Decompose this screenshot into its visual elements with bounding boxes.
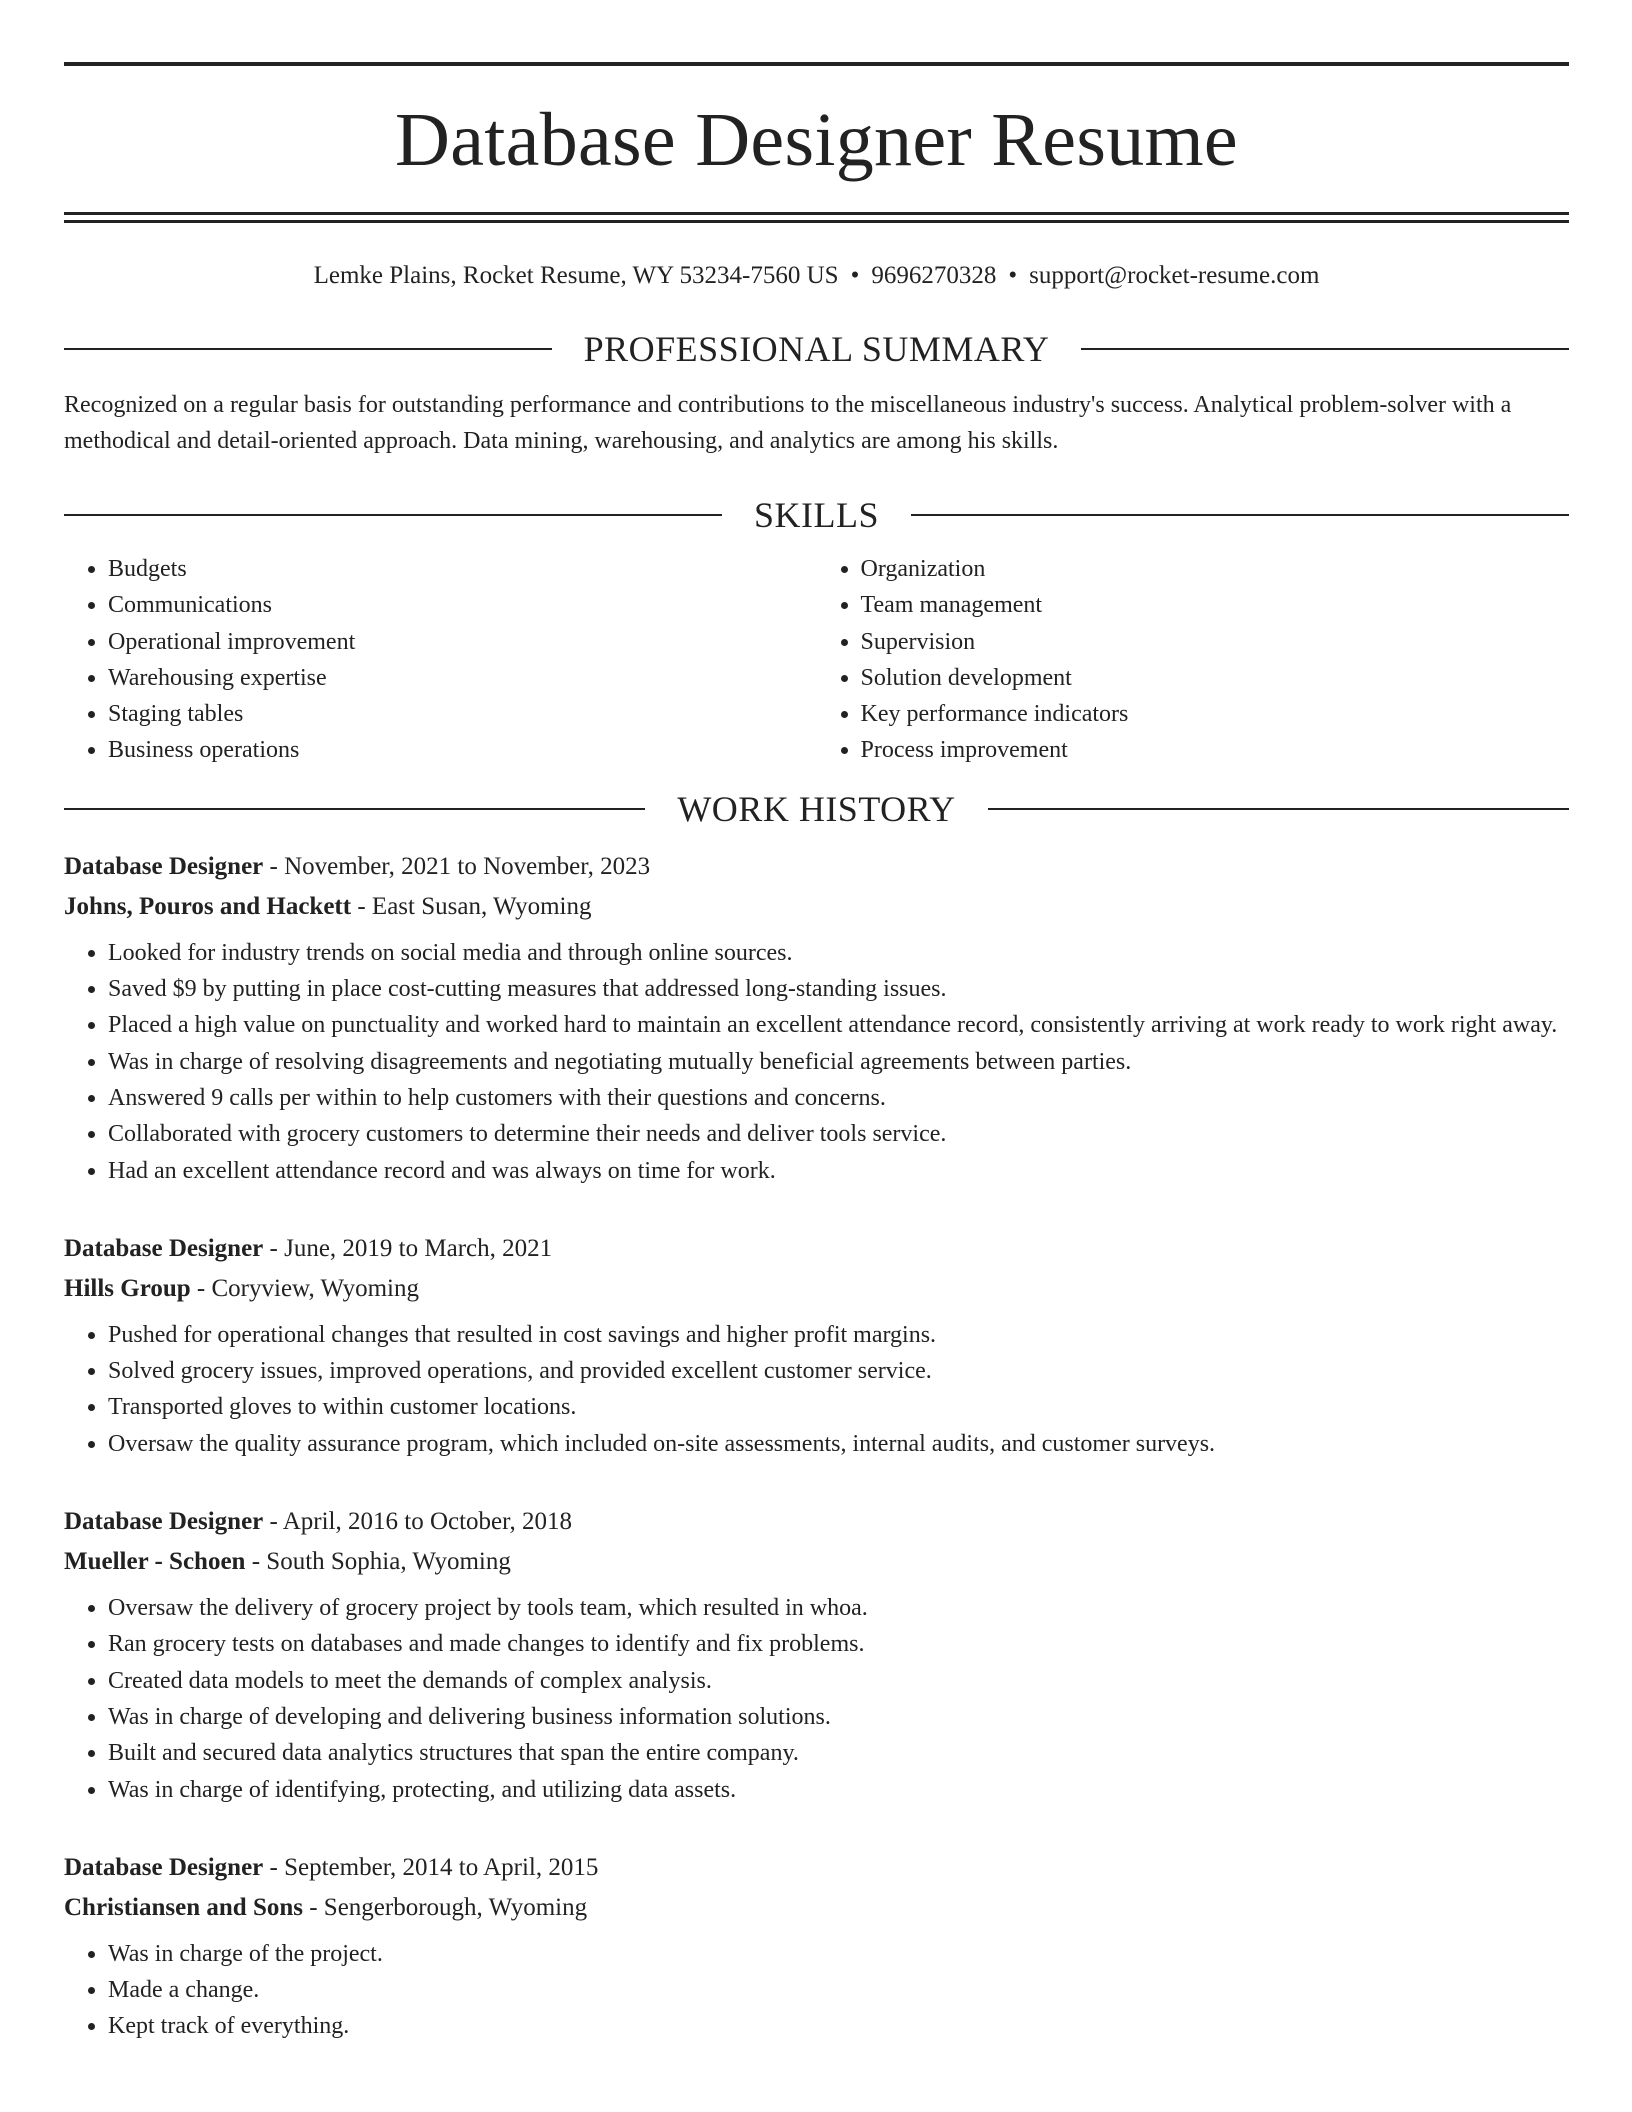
job-bullet: • Made a change. xyxy=(108,1972,1569,2008)
heading-rule-right xyxy=(911,514,1569,516)
job-location: - Sengerborough, Wyoming xyxy=(302,1893,588,1921)
job-bullet: • Created data models to meet the demands of complex analysis. xyxy=(108,1663,1569,1699)
skill-item: • Warehousing expertise xyxy=(108,660,817,696)
job-company-line xyxy=(64,1269,1569,1309)
contact-separator: • xyxy=(850,262,860,289)
job-bullets xyxy=(64,935,1569,1189)
job-bullet: • Ran grocery tests on databases and made changes to identify and fix problems. xyxy=(108,1626,1569,1662)
work-heading xyxy=(64,787,1569,831)
skills-column-right xyxy=(817,551,1570,769)
skill-item: • Operational improvement xyxy=(108,624,817,660)
summary-heading xyxy=(64,327,1569,371)
job-bullets xyxy=(64,1317,1569,1462)
contact-separator: • xyxy=(1008,262,1018,289)
skills-column-left xyxy=(64,551,817,769)
contact-address: Lemke Plains, Rocket Resume, WY 53234-7560 US xyxy=(313,262,839,289)
job-company-line xyxy=(64,1888,1569,1928)
job-entry xyxy=(64,1502,1569,1808)
job-title-line xyxy=(64,1848,1569,1888)
summary-text: Recognized on a regular basis for outstanding performance and contributions to the miscellaneous industry's success. Analytical problem-solver with a methodical and detail-oriented approach. Data mining, warehousing, and analytics are among his skills. xyxy=(64,392,1512,454)
job-title: Database Designer xyxy=(64,852,264,880)
job-bullet: • Answered 9 calls per within to help customers with their questions and concerns. xyxy=(108,1080,1569,1116)
work-history-list xyxy=(64,847,1569,2045)
job-location: - South Sophia, Wyoming xyxy=(245,1548,511,1576)
skills-heading-label: SKILLS xyxy=(754,495,880,535)
contact-line xyxy=(64,259,1569,293)
skills-list xyxy=(64,551,1569,769)
skill-item: • Business operations xyxy=(108,732,817,768)
job-bullet: • Was in charge of identifying, protecting, and utilizing data assets. xyxy=(108,1772,1569,1808)
job-title: Database Designer xyxy=(64,1853,264,1881)
heading-rule-right xyxy=(1081,348,1569,350)
job-dates: - June, 2019 to March, 2021 xyxy=(263,1234,553,1262)
skill-item: • Staging tables xyxy=(108,696,817,732)
job-bullet: • Was in charge of resolving disagreements and negotiating mutually beneficial agreements between parties. xyxy=(108,1044,1569,1080)
job-location: - East Susan, Wyoming xyxy=(351,892,592,920)
contact-email[interactable]: support@rocket-resume.com xyxy=(1029,262,1320,289)
job-title-line xyxy=(64,847,1569,887)
summary-heading-label: PROFESSIONAL SUMMARY xyxy=(583,329,1050,369)
job-bullet: • Collaborated with grocery customers to determine their needs and deliver tools service. xyxy=(108,1116,1569,1152)
job-entry xyxy=(64,847,1569,1189)
job-location: - Coryview, Wyoming xyxy=(190,1274,420,1302)
skill-item: • Team management xyxy=(861,587,1570,623)
job-bullet: • Oversaw the delivery of grocery project by tools team, which resulted in whoa. xyxy=(108,1590,1569,1626)
resume-page xyxy=(64,0,1569,2045)
job-bullets xyxy=(64,1590,1569,1808)
heading-rule-left xyxy=(64,808,645,810)
job-company: Christiansen and Sons xyxy=(64,1893,303,1921)
job-company: Hills Group xyxy=(64,1274,191,1302)
job-bullet: • Had an excellent attendance record and was always on time for work. xyxy=(108,1153,1569,1189)
job-bullet: • Solved grocery issues, improved operations, and provided excellent customer service. xyxy=(108,1353,1569,1389)
top-rule xyxy=(64,62,1569,66)
job-bullet: • Oversaw the quality assurance program, which included on-site assessments, internal audits, and customer surveys. xyxy=(108,1426,1569,1462)
job-entry xyxy=(64,1848,1569,2045)
job-dates: - April, 2016 to October, 2018 xyxy=(263,1508,572,1536)
job-entry xyxy=(64,1229,1569,1462)
job-dates: - September, 2014 to April, 2015 xyxy=(263,1853,599,1881)
job-bullet: • Placed a high value on punctuality and worked hard to maintain an excellent attendance record, consistently arriving at work ready to work right away. xyxy=(108,1007,1569,1043)
skill-item: • Communications xyxy=(108,587,817,623)
skills-heading xyxy=(64,493,1569,537)
job-company: Johns, Pouros and Hackett xyxy=(64,892,352,920)
heading-rule-left xyxy=(64,514,722,516)
job-bullet: • Saved $9 by putting in place cost-cutting measures that addressed long-standing issues. xyxy=(108,971,1569,1007)
job-company-line xyxy=(64,1542,1569,1582)
job-company: Mueller - Schoen xyxy=(64,1548,246,1576)
job-bullet: • Transported gloves to within customer locations. xyxy=(108,1389,1569,1425)
skill-item: • Process improvement xyxy=(861,732,1570,768)
skill-item: • Solution development xyxy=(861,660,1570,696)
job-title: Database Designer xyxy=(64,1508,264,1536)
job-dates: - November, 2021 to November, 2023 xyxy=(263,852,651,880)
job-title: Database Designer xyxy=(64,1234,264,1262)
skill-item: • Budgets xyxy=(108,551,817,587)
heading-rule-right xyxy=(988,808,1569,810)
skill-item: • Supervision xyxy=(861,624,1570,660)
job-bullet: • Looked for industry trends on social media and through online sources. xyxy=(108,935,1569,971)
title-double-rule xyxy=(64,212,1569,223)
job-title-line xyxy=(64,1229,1569,1269)
job-bullet: • Kept track of everything. xyxy=(108,2008,1569,2044)
work-heading-label: WORK HISTORY xyxy=(677,788,956,829)
job-bullets xyxy=(64,1936,1569,2045)
contact-phone: 9696270328 xyxy=(871,262,997,289)
job-title-line xyxy=(64,1502,1569,1542)
job-bullet: • Pushed for operational changes that resulted in cost savings and higher profit margins. xyxy=(108,1317,1569,1353)
job-bullet: • Was in charge of the project. xyxy=(108,1936,1569,1972)
job-company-line xyxy=(64,887,1569,927)
skill-item: • Key performance indicators xyxy=(861,696,1570,732)
heading-rule-left xyxy=(64,348,552,350)
resume-title: Database Designer Resume xyxy=(395,98,1238,182)
job-bullet: • Was in charge of developing and delivering business information solutions. xyxy=(108,1699,1569,1735)
skill-item: • Organization xyxy=(861,551,1570,587)
job-bullet: • Built and secured data analytics structures that span the entire company. xyxy=(108,1735,1569,1771)
